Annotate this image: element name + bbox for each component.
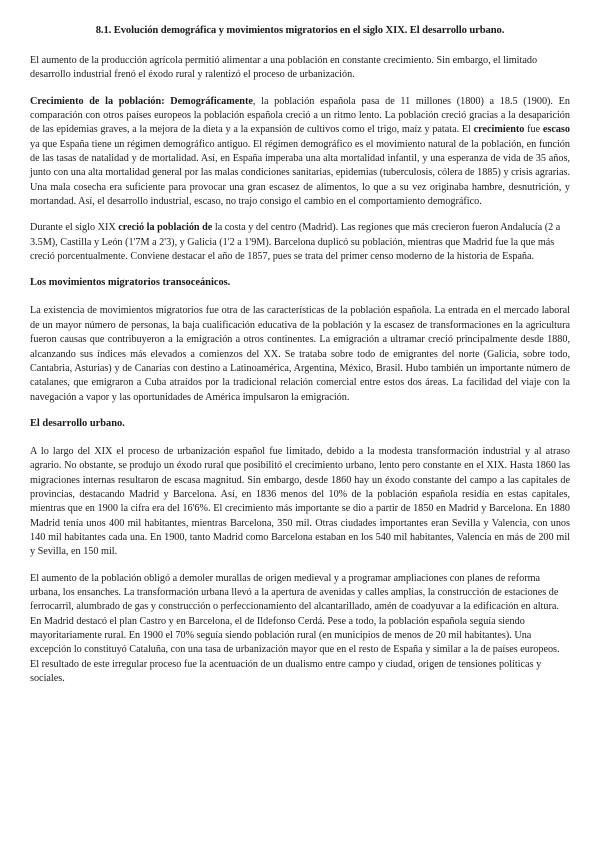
text-run: ya que España tiene un régimen demográfico antiguo. El régimen demográfico es el movimiento natural de la población, en función de las tasas de natalidad y de mortalidad. Así, en España imperaba una alta mortalidad infantil, y una esperanza de vida de 35 años, junto con una alta mortalidad general por las malas condiciones sanitarias, epidemias (tuberculosis, cólera de 1885) y crisis agrarias. Una mala cosecha era suficiente para provocar una gran escasez de alimentos, lo que a su vez originaba hambre, desnutrición, y mortandad. Así, el desarrollo industrial, escaso, no trajo consigo el cambio en el comportamiento demográfico. <box>30 138 570 208</box>
document-page <box>30 24 570 698</box>
population-growth-paragraph <box>30 95 570 210</box>
population-growth-lead: Crecimiento de la población: Demográficamente <box>30 95 253 107</box>
bold-term-crecio: creció la población de <box>118 222 213 234</box>
regional-growth-paragraph <box>30 221 570 264</box>
intro-paragraph: El aumento de la producción agrícola permitió alimentar a una población en constante crecimiento. Sin embargo, el limitado desarrollo industrial frenó el éxodo rural y ralentizó el proceso de urbanización. <box>30 55 538 81</box>
migrations-heading: Los movimientos migratorios transoceánicos. <box>30 277 231 289</box>
bold-term-escaso: escaso <box>542 124 570 136</box>
text-run: fue <box>524 124 543 136</box>
text-run: la costa y del centro (Madrid). Las regiones que más crecieron fueron Andalucía (2 a 3.5M), Castilla y León (1'7M a 2'3), y Galicia (1'2 a 1'9M). Barcelona duplicó su población, mientras que Madrid fue la que más creció porcentualmente. Conviene destacar el año de 1857, pues se trata del primer censo moderno de la historia de España. <box>30 222 561 263</box>
bold-term-crecimiento: crecimiento <box>473 124 525 136</box>
urban-paragraph-2: El aumento de la población obligó a demoler murallas de origen medieval y a programar ampliaciones con planes de reforma urbana, los ensanches. La transformación urbana llevó a la apertura de avenidas y calles amplias, la construcción de estaciones de ferrocarril, alumbrado de gas y construcción o perfeccionamiento del alcantarillado, amén de coadyuvar a la edificación en altura. En Madrid destacó el plan Castro y en Barcelona, el de Ildefonso Cerdá. Pese a todo, la población española seguía siendo mayoritariamente rural. En 1900 el 70% seguía siendo población rural (en municipios de menos de 20 mil habitantes). Una excepción lo constituyó Cataluña, con una tasa de urbanización mayor que en el resto de España y similar a la de países europeos. El resultado de este irregular proceso fue la acentuación de un dualismo entre campo y ciudad, origen de tensiones políticas y sociales. <box>30 572 560 685</box>
page-title: 8.1. Evolución demográfica y movimientos migratorios en el siglo XIX. El desarrollo urbano. <box>95 25 505 36</box>
migrations-paragraph: La existencia de movimientos migratorios fue otra de las características de la población española. La entrada en el mercado laboral de un mayor número de personas, la baja cualificación educativa de la población y la escasez de transformaciones en la agricultura fueron causas que contribuyeron a la emigración a otros continentes. La emigración a ultramar creció principalmente desde 1880, alcanzando sus índices más elevados a comienzos del XX. Se trataba sobre todo de emigrantes del norte (Galicia, sobre todo, Cantabria, Asturias) y de Canarias con destino a Latinoamérica, Argentina, México, Brasil. Hubo también un importante número de catalanes, que emigraron a Cuba atraídos por la tradicional relación comercial entre estos dos áreas. La facilidad del viaje con la navegación a vapor y las oportunidades de América impulsaron la emigración. <box>30 305 570 403</box>
text-run: Durante el siglo XIX <box>30 222 119 234</box>
urban-heading: El desarrollo urbano. <box>30 417 125 429</box>
text-run: , la población española pasa de 11 millones (1800) a 18.5 (1900). En comparación con otros países europeos la población española creció a un ritmo lento. La población creció gracias a la desaparición de las epidemias graves, a la mejora de la dieta y a la expansión de cultivos como el trigo, maíz y patata. El <box>30 95 570 136</box>
urban-paragraph-1: A lo largo del XIX el proceso de urbanización español fue limitado, debido a la modesta transformación industrial y al atraso agrario. No obstante, se produjo un éxodo rural que posibilitó el crecimiento urbano, lento pero constante en el XIX. Hasta 1860 las migraciones internas resultaron de escasa magnitud. Sin embargo, desde 1860 hay un éxodo constante del campo a las capitales de provincias, destacando Madrid y Barcelona. Así, en 1836 menos del 10% de la población española residía en estas capitales, mientras que en 1900 la cifra era del 16'6%. El crecimiento más importante se dio a partir de 1850 en Madrid y Barcelona. En 1880 Madrid tenía unos 400 mil habitantes, mientras Barcelona, 350 mil. Otras ciudades importantes eran Sevilla y Valencia, con unos 140 mil habitantes cada una. En 1900, tanto Madrid como Barcelona estaban en los 540 mil habitantes, Valencia en más de 200 mil y Sevilla, en 150 mil. <box>30 445 570 558</box>
